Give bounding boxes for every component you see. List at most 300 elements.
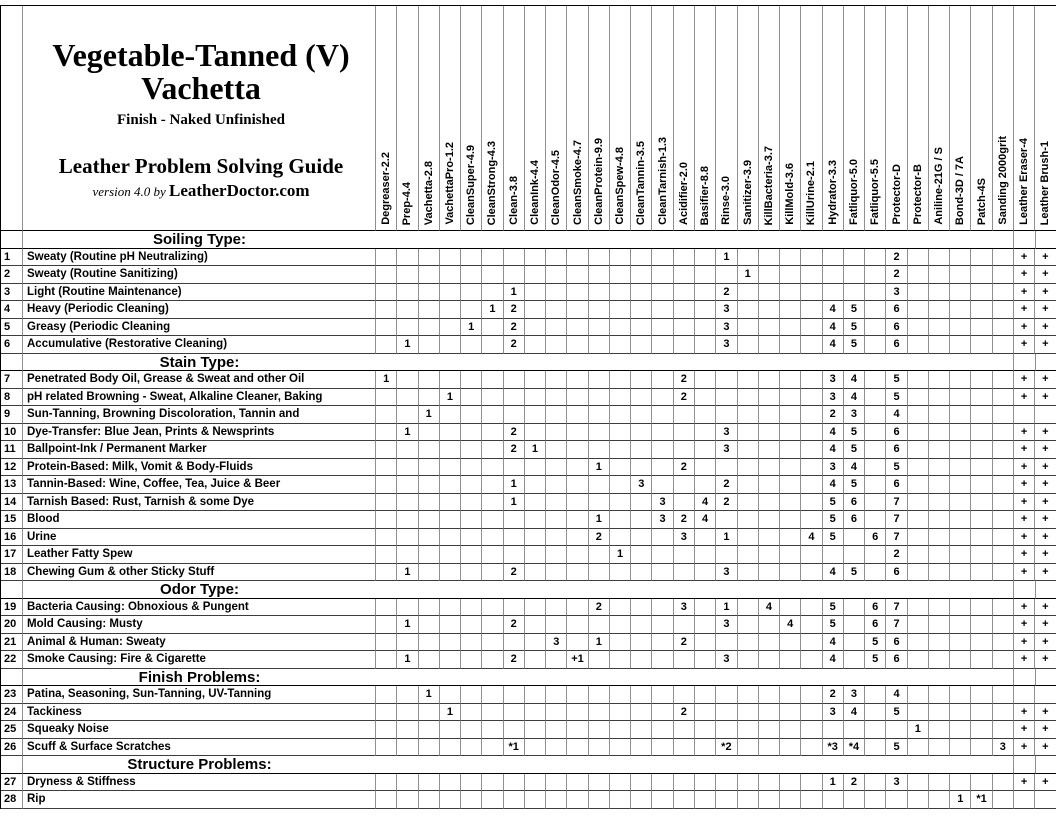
cell-r15-c17	[716, 511, 737, 529]
cell-r15-c27	[929, 511, 950, 529]
cell-r8-c30	[993, 389, 1014, 407]
cell-r12-c30	[993, 459, 1014, 477]
cell-r1-c15	[674, 249, 695, 267]
cell-r12-c5	[461, 459, 482, 477]
cell-r20-c32: +	[1035, 616, 1056, 634]
section-title: Finish Problems:	[138, 668, 261, 686]
cell-r20-c2: 1	[397, 616, 418, 634]
cell-r19-c15: 3	[674, 599, 695, 617]
cell-r7-c24	[865, 371, 886, 389]
cell-r26-c29	[971, 739, 992, 757]
cell-r3-c1	[376, 284, 397, 302]
cell-r20-c13	[631, 616, 652, 634]
cell-r15-c19	[759, 511, 780, 529]
cell-r8-c26	[908, 389, 929, 407]
cell-r4-c19	[759, 301, 780, 319]
cell-r5-c2	[397, 319, 418, 337]
cell-r1-c1	[376, 249, 397, 267]
cell-r27-c13	[631, 774, 652, 792]
cell-r16-c13	[631, 529, 652, 547]
row-label: Urine	[23, 529, 376, 547]
cell-r17-c29	[971, 546, 992, 564]
cell-r11-c8: 1	[525, 441, 546, 459]
cell-r15-c18	[738, 511, 759, 529]
cell-r3-c8	[525, 284, 546, 302]
cell-r19-c23	[844, 599, 865, 617]
cell-r6-c32: +	[1035, 336, 1056, 354]
cell-r2-c8	[525, 266, 546, 284]
cell-r8-c20	[780, 389, 801, 407]
cell-r9-c16	[695, 406, 716, 424]
cell-r7-c2	[397, 371, 418, 389]
cell-r1-c9	[546, 249, 567, 267]
cell-r9-c18	[738, 406, 759, 424]
cell-r17-c10	[567, 546, 588, 564]
cell-r18-c27	[929, 564, 950, 582]
row-label: Protein-Based: Milk, Vomit & Body-Fluids	[23, 459, 376, 477]
row-20	[1, 616, 1056, 634]
cell-r21-c2	[397, 634, 418, 652]
row-number: 16	[1, 529, 23, 547]
cell-r7-c10	[567, 371, 588, 389]
col-header-label: CleanProtein-9.9	[592, 138, 605, 225]
cell-r24-c30	[993, 704, 1014, 722]
cell-r17-c9	[546, 546, 567, 564]
cell-r19-c3	[419, 599, 440, 617]
cell-r4-c9	[546, 301, 567, 319]
cell-r1-c11	[589, 249, 610, 267]
cell-r2-c3	[419, 266, 440, 284]
row-27	[1, 774, 1056, 792]
cell-r22-c7: 2	[504, 651, 525, 669]
cell-r11-c11	[589, 441, 610, 459]
col-header-32	[1035, 6, 1056, 231]
col-header-label: VachettaPro-1.2	[443, 142, 456, 225]
cell-r7-c7	[504, 371, 525, 389]
cell-r26-c5	[461, 739, 482, 757]
cell-r14-c29	[971, 494, 992, 512]
cell-r13-c14	[652, 476, 673, 494]
cell-r28-c24	[865, 791, 886, 809]
cell-r3-c28	[950, 284, 971, 302]
cell-r20-c28	[950, 616, 971, 634]
cell-r7-c25: 5	[886, 371, 907, 389]
cell-r28-c20	[780, 791, 801, 809]
cell-r5-c22: 4	[823, 319, 844, 337]
cell-r16-c23	[844, 529, 865, 547]
cell-r1-c22	[823, 249, 844, 267]
cell-r21-c16	[695, 634, 716, 652]
cell-r13-c21	[801, 476, 822, 494]
cell-r2-c1	[376, 266, 397, 284]
cell-r12-c27	[929, 459, 950, 477]
cell-r9-c26	[908, 406, 929, 424]
cell-r9-c23: 3	[844, 406, 865, 424]
cell-r18-c23: 5	[844, 564, 865, 582]
cell-r8-c8	[525, 389, 546, 407]
cell-r28-c10	[567, 791, 588, 809]
cell-r8-c28	[950, 389, 971, 407]
col-header-28	[950, 6, 971, 231]
cell-r3-c2	[397, 284, 418, 302]
cell-r5-c28	[950, 319, 971, 337]
cell-r15-c6	[482, 511, 503, 529]
cell-r27-c26	[908, 774, 929, 792]
cell-r21-c25: 6	[886, 634, 907, 652]
cell-r21-c7	[504, 634, 525, 652]
cell-r6-c9	[546, 336, 567, 354]
col-header-label: KillMold-3.6	[784, 163, 797, 225]
cell-r18-c29	[971, 564, 992, 582]
cell-r25-c19	[759, 721, 780, 739]
cell-r14-c12	[610, 494, 631, 512]
cell-r19-c32: +	[1035, 599, 1056, 617]
cell-r26-c17: *2	[716, 739, 737, 757]
cell-r13-c2	[397, 476, 418, 494]
cell-r27-c6	[482, 774, 503, 792]
cell-r13-c30	[993, 476, 1014, 494]
cell-r8-c31: +	[1014, 389, 1035, 407]
row-number: 4	[1, 301, 23, 319]
col-header-label: Rinse-3.0	[720, 176, 733, 225]
cell-r28-c15	[674, 791, 695, 809]
cell-r11-c4	[440, 441, 461, 459]
cell-r23-c7	[504, 686, 525, 704]
cell-r11-c22: 4	[823, 441, 844, 459]
title-block	[23, 6, 376, 231]
cell-r20-c19	[759, 616, 780, 634]
cell-r4-c20	[780, 301, 801, 319]
row-label: Bacteria Causing: Obnoxious & Pungent	[23, 599, 376, 617]
cell-r17-c27	[929, 546, 950, 564]
cell-r21-c6	[482, 634, 503, 652]
cell-r9-c27	[929, 406, 950, 424]
cell-r21-c5	[461, 634, 482, 652]
cell-r25-c14	[652, 721, 673, 739]
cell-r27-c15	[674, 774, 695, 792]
cell-r18-c11	[589, 564, 610, 582]
cell-r9-c17	[716, 406, 737, 424]
cell-r5-c6	[482, 319, 503, 337]
cell-r19-c13	[631, 599, 652, 617]
cell-r2-c6	[482, 266, 503, 284]
cell-r28-c22	[823, 791, 844, 809]
cell-r16-c22: 5	[823, 529, 844, 547]
cell-r3-c22	[823, 284, 844, 302]
row-number: 22	[1, 651, 23, 669]
cell-r12-c17	[716, 459, 737, 477]
row-number: 2	[1, 266, 23, 284]
section-num-cell	[1, 581, 23, 599]
cell-r14-c14: 3	[652, 494, 673, 512]
cell-r28-c12	[610, 791, 631, 809]
section-cell-c32	[1036, 581, 1056, 599]
row-number: 25	[1, 721, 23, 739]
cell-r24-c26	[908, 704, 929, 722]
cell-r13-c13: 3	[631, 476, 652, 494]
cell-r10-c19	[759, 424, 780, 442]
cell-r20-c24: 6	[865, 616, 886, 634]
cell-r15-c8	[525, 511, 546, 529]
cell-r6-c16	[695, 336, 716, 354]
cell-r17-c28	[950, 546, 971, 564]
row-21	[1, 634, 1056, 652]
cell-r9-c12	[610, 406, 631, 424]
cell-r26-c22: *3	[823, 739, 844, 757]
cell-r27-c10	[567, 774, 588, 792]
row-label: Scuff & Surface Scratches	[23, 739, 376, 757]
cell-r16-c7	[504, 529, 525, 547]
cell-r24-c22: 3	[823, 704, 844, 722]
cell-r1-c13	[631, 249, 652, 267]
cell-r27-c19	[759, 774, 780, 792]
row-17	[1, 546, 1056, 564]
row-label: Greasy (Periodic Cleaning	[23, 319, 376, 337]
cell-r28-c31	[1014, 791, 1035, 809]
cell-r6-c7: 2	[504, 336, 525, 354]
cell-r20-c1	[376, 616, 397, 634]
cell-r11-c9	[546, 441, 567, 459]
cell-r24-c7	[504, 704, 525, 722]
cell-r28-c25	[886, 791, 907, 809]
cell-r26-c11	[589, 739, 610, 757]
cell-r8-c15: 2	[674, 389, 695, 407]
cell-r24-c1	[376, 704, 397, 722]
guide-title: Leather Problem Solving Guide	[58, 154, 344, 178]
cell-r6-c15	[674, 336, 695, 354]
cell-r1-c14	[652, 249, 673, 267]
cell-r25-c24	[865, 721, 886, 739]
cell-r7-c21	[801, 371, 822, 389]
cell-r15-c15: 2	[674, 511, 695, 529]
cell-r8-c22: 3	[823, 389, 844, 407]
cell-r3-c29	[971, 284, 992, 302]
col-header-8	[525, 6, 546, 231]
cell-r1-c17: 1	[716, 249, 737, 267]
cell-r9-c30	[993, 406, 1014, 424]
cell-r8-c19	[759, 389, 780, 407]
cell-r15-c13	[631, 511, 652, 529]
cell-r16-c14	[652, 529, 673, 547]
row-10	[1, 424, 1056, 442]
cell-r4-c18	[738, 301, 759, 319]
section-cell-c32	[1036, 756, 1056, 774]
cell-r24-c31: +	[1014, 704, 1035, 722]
cell-r11-c16	[695, 441, 716, 459]
cell-r11-c32: +	[1035, 441, 1056, 459]
cell-r8-c7	[504, 389, 525, 407]
cell-r19-c2	[397, 599, 418, 617]
cell-r25-c11	[589, 721, 610, 739]
cell-r14-c5	[461, 494, 482, 512]
col-header-1	[376, 6, 397, 231]
row-label: Tarnish Based: Rust, Tarnish & some Dye	[23, 494, 376, 512]
cell-r22-c11	[589, 651, 610, 669]
section-cell-c32	[1036, 669, 1056, 687]
cell-r2-c29	[971, 266, 992, 284]
cell-r19-c10	[567, 599, 588, 617]
cell-r17-c17	[716, 546, 737, 564]
cell-r6-c6	[482, 336, 503, 354]
col-header-label: Fatliquor-5.0	[847, 158, 860, 225]
row-label: Smoke Causing: Fire & Cigarette	[23, 651, 376, 669]
cell-r27-c22: 1	[823, 774, 844, 792]
cell-r17-c22	[823, 546, 844, 564]
cell-r21-c8	[525, 634, 546, 652]
row-6	[1, 336, 1056, 354]
cell-r19-c18	[738, 599, 759, 617]
cell-r9-c13	[631, 406, 652, 424]
cell-r10-c29	[971, 424, 992, 442]
cell-r3-c25: 3	[886, 284, 907, 302]
row-number: 28	[1, 791, 23, 809]
cell-r15-c29	[971, 511, 992, 529]
cell-r19-c22: 5	[823, 599, 844, 617]
cell-r18-c1	[376, 564, 397, 582]
cell-r18-c32: +	[1035, 564, 1056, 582]
cell-r5-c12	[610, 319, 631, 337]
problem-solving-table	[0, 5, 1056, 809]
row-number: 6	[1, 336, 23, 354]
cell-r19-c12	[610, 599, 631, 617]
cell-r4-c26	[908, 301, 929, 319]
row-number: 20	[1, 616, 23, 634]
cell-r15-c11: 1	[589, 511, 610, 529]
cell-r2-c9	[546, 266, 567, 284]
cell-r22-c2: 1	[397, 651, 418, 669]
cell-r24-c9	[546, 704, 567, 722]
cell-r23-c2	[397, 686, 418, 704]
cell-r11-c10	[567, 441, 588, 459]
cell-r17-c1	[376, 546, 397, 564]
cell-r23-c5	[461, 686, 482, 704]
cell-r19-c16	[695, 599, 716, 617]
cell-r13-c5	[461, 476, 482, 494]
cell-r25-c17	[716, 721, 737, 739]
cell-r12-c12	[610, 459, 631, 477]
col-header-label: Prep-4.4	[401, 181, 414, 225]
col-header-29	[971, 6, 992, 231]
cell-r10-c1	[376, 424, 397, 442]
cell-r28-c9	[546, 791, 567, 809]
cell-r20-c15	[674, 616, 695, 634]
cell-r22-c3	[419, 651, 440, 669]
cell-r26-c23: *4	[844, 739, 865, 757]
cell-r12-c18	[738, 459, 759, 477]
cell-r1-c19	[759, 249, 780, 267]
cell-r13-c4	[440, 476, 461, 494]
cell-r10-c31: +	[1014, 424, 1035, 442]
row-number: 15	[1, 511, 23, 529]
cell-r2-c27	[929, 266, 950, 284]
col-header-30	[993, 6, 1014, 231]
cell-r8-c32: +	[1035, 389, 1056, 407]
cell-r6-c11	[589, 336, 610, 354]
cell-r28-c23	[844, 791, 865, 809]
cell-r5-c13	[631, 319, 652, 337]
cell-r23-c12	[610, 686, 631, 704]
cell-r5-c11	[589, 319, 610, 337]
cell-r14-c27	[929, 494, 950, 512]
row-15	[1, 511, 1056, 529]
cell-r25-c29	[971, 721, 992, 739]
cell-r12-c31: +	[1014, 459, 1035, 477]
cell-r12-c16	[695, 459, 716, 477]
cell-r16-c6	[482, 529, 503, 547]
cell-r15-c10	[567, 511, 588, 529]
cell-r27-c2	[397, 774, 418, 792]
row-number: 10	[1, 424, 23, 442]
cell-r17-c32: +	[1035, 546, 1056, 564]
col-header-label: Aniline-21G / S	[933, 147, 946, 225]
cell-r15-c31: +	[1014, 511, 1035, 529]
row-22	[1, 651, 1056, 669]
cell-r27-c16	[695, 774, 716, 792]
cell-r23-c10	[567, 686, 588, 704]
cell-r16-c12	[610, 529, 631, 547]
cell-r27-c17	[716, 774, 737, 792]
cell-r7-c8	[525, 371, 546, 389]
cell-r6-c29	[971, 336, 992, 354]
cell-r27-c28	[950, 774, 971, 792]
cell-r25-c18	[738, 721, 759, 739]
cell-r14-c28	[950, 494, 971, 512]
cell-r6-c8	[525, 336, 546, 354]
cell-r16-c18	[738, 529, 759, 547]
col-header-2	[397, 6, 418, 231]
row-number: 26	[1, 739, 23, 757]
cell-r14-c17: 2	[716, 494, 737, 512]
cell-r12-c14	[652, 459, 673, 477]
cell-r18-c5	[461, 564, 482, 582]
cell-r20-c16	[695, 616, 716, 634]
cell-r23-c21	[801, 686, 822, 704]
cell-r25-c26: 1	[908, 721, 929, 739]
row-label: Ballpoint-Ink / Permanent Marker	[23, 441, 376, 459]
cell-r15-c23: 6	[844, 511, 865, 529]
cell-r9-c25: 4	[886, 406, 907, 424]
cell-r25-c2	[397, 721, 418, 739]
cell-r15-c32: +	[1035, 511, 1056, 529]
cell-r7-c32: +	[1035, 371, 1056, 389]
cell-r14-c25: 7	[886, 494, 907, 512]
cell-r27-c14	[652, 774, 673, 792]
cell-r13-c12	[610, 476, 631, 494]
col-header-label: CleanSpew-4.8	[614, 147, 627, 225]
col-header-21	[801, 6, 822, 231]
cell-r7-c28	[950, 371, 971, 389]
cell-r20-c6	[482, 616, 503, 634]
cell-r19-c21	[801, 599, 822, 617]
cell-r20-c27	[929, 616, 950, 634]
row-number: 8	[1, 389, 23, 407]
cell-r3-c14	[652, 284, 673, 302]
row-label: Tannin-Based: Wine, Coffee, Tea, Juice & Beer	[23, 476, 376, 494]
cell-r2-c7	[504, 266, 525, 284]
cell-r12-c1	[376, 459, 397, 477]
row-label: Leather Fatty Spew	[23, 546, 376, 564]
cell-r12-c10	[567, 459, 588, 477]
cell-r19-c25: 7	[886, 599, 907, 617]
cell-r5-c29	[971, 319, 992, 337]
cell-r26-c8	[525, 739, 546, 757]
cell-r5-c10	[567, 319, 588, 337]
cell-r1-c2	[397, 249, 418, 267]
col-header-label: CleanInk-4.4	[528, 160, 541, 225]
cell-r14-c16: 4	[695, 494, 716, 512]
cell-r16-c15: 3	[674, 529, 695, 547]
cell-r10-c6	[482, 424, 503, 442]
